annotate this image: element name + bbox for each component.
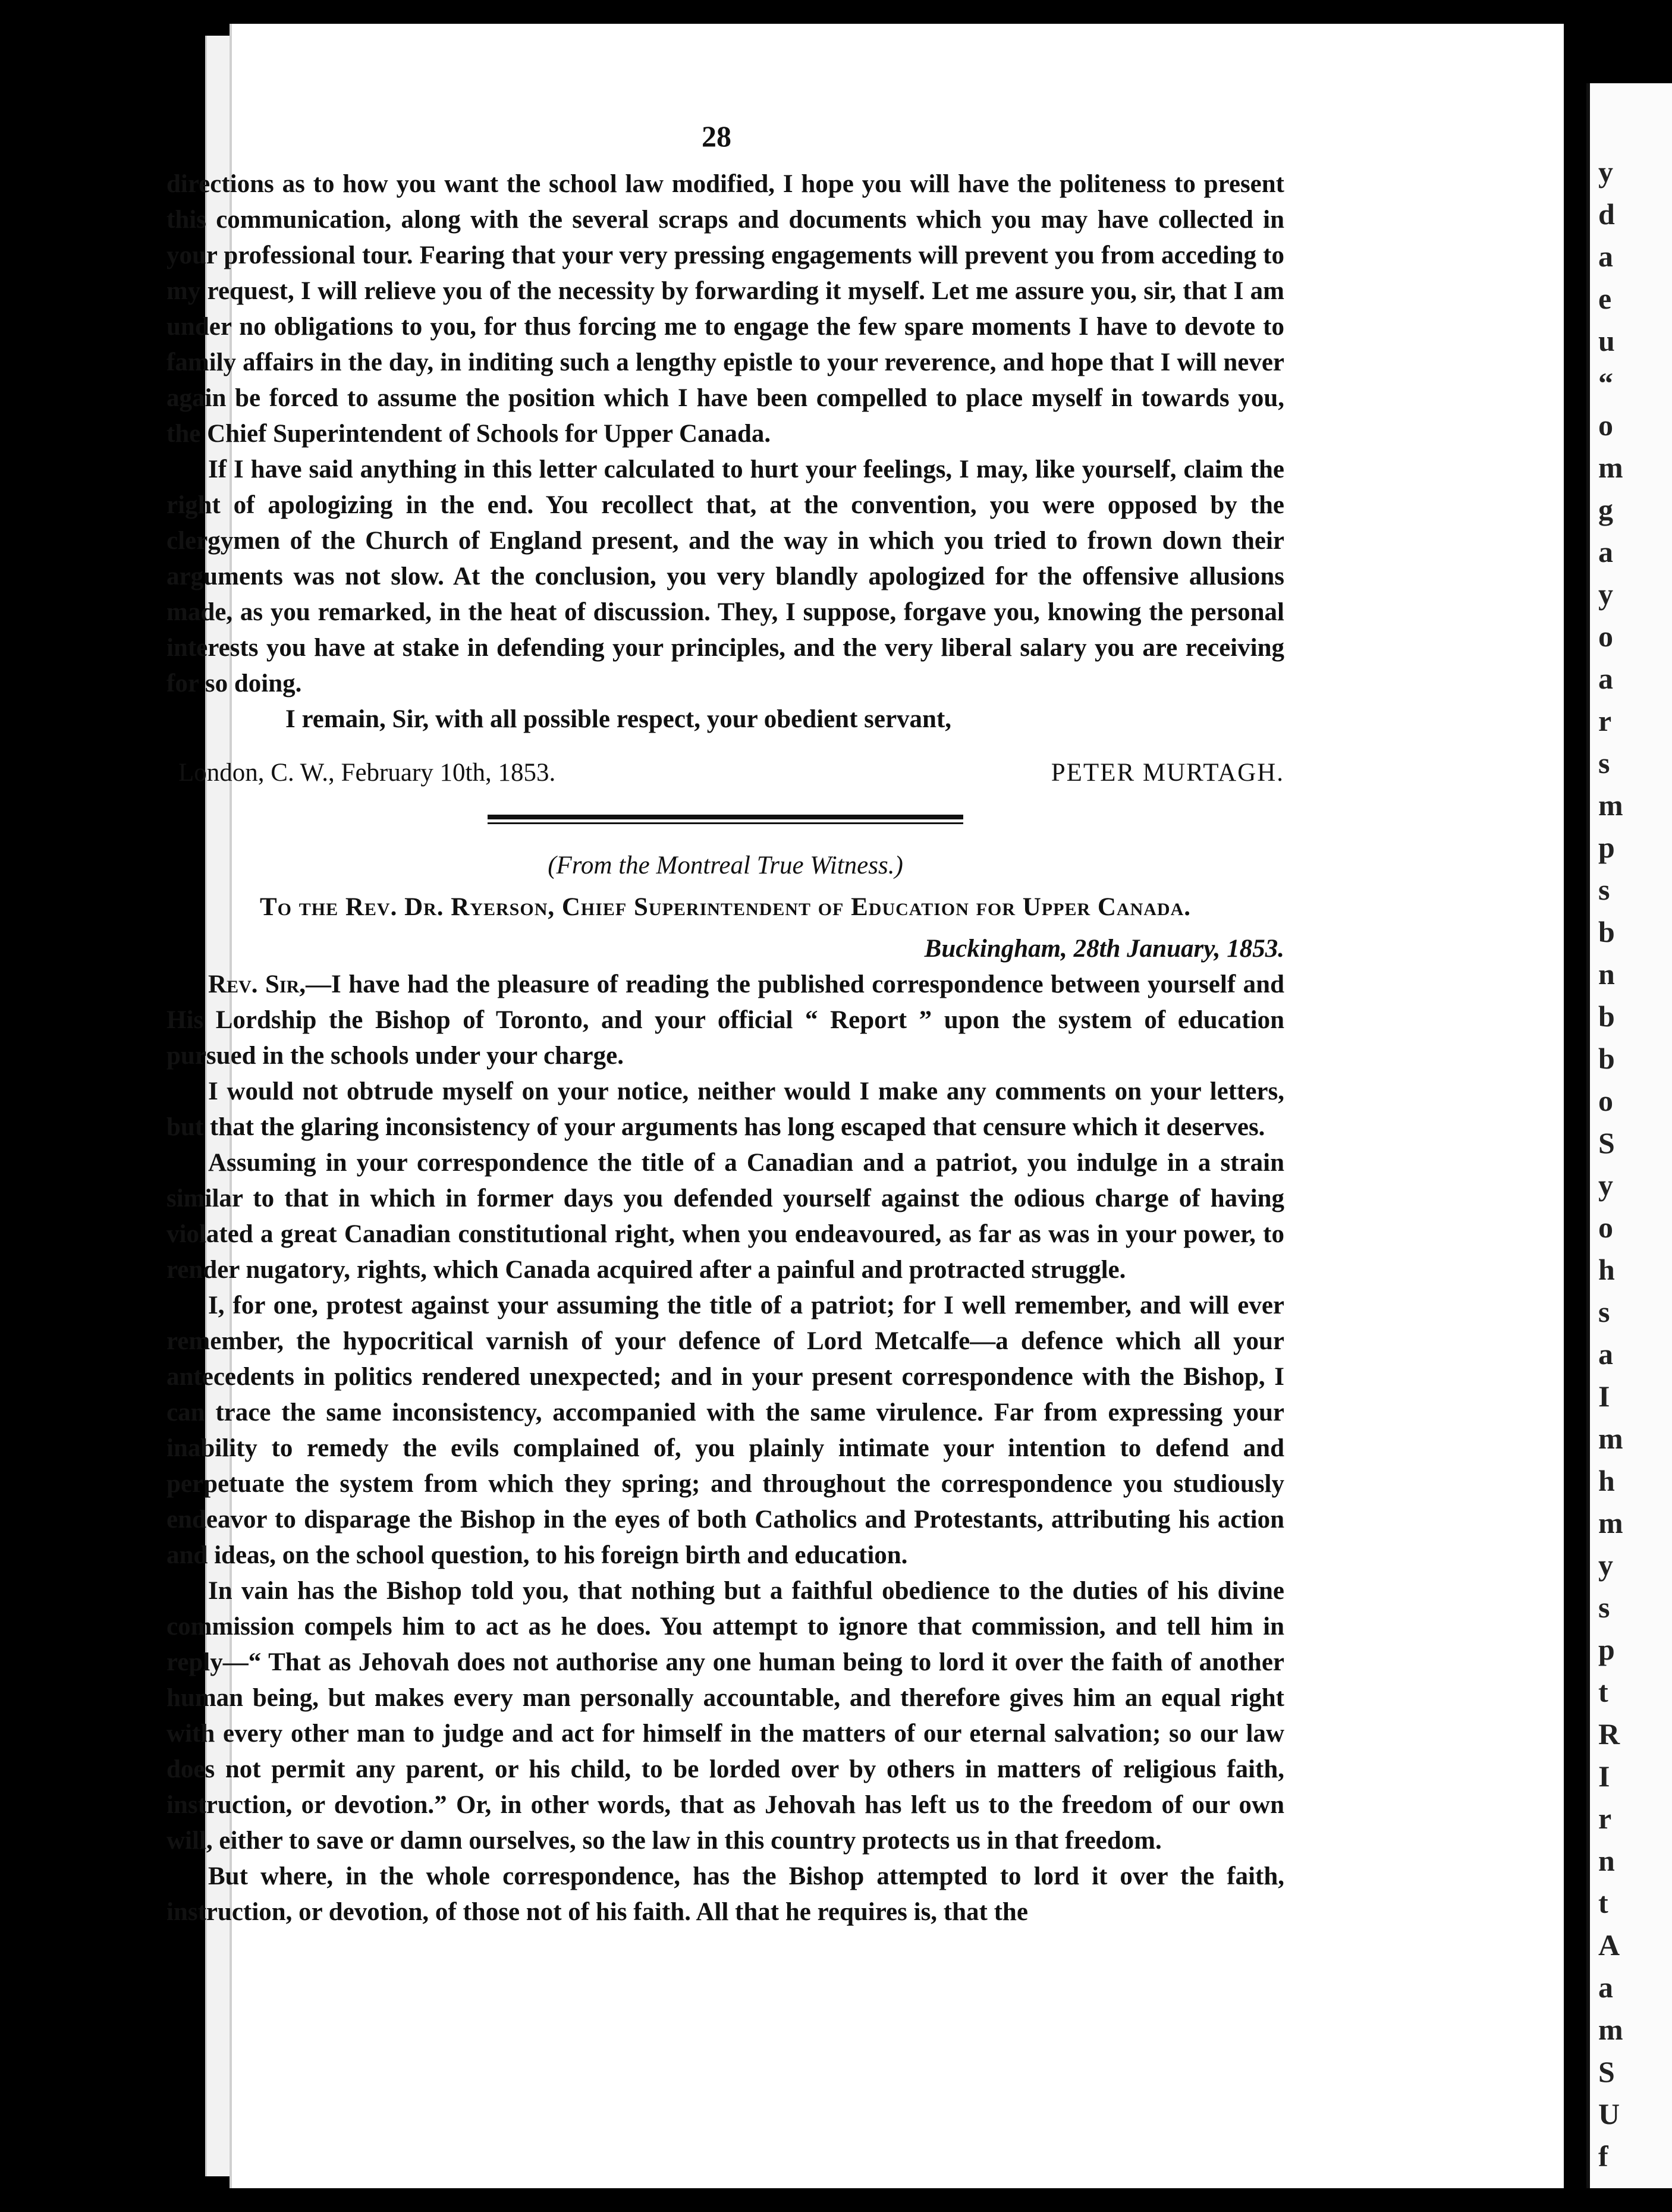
adjacent-page-fragment: y: [1598, 1548, 1613, 1582]
adjacent-page-fragment: s: [1598, 1295, 1610, 1328]
adjacent-page-fragment: I: [1598, 1759, 1610, 1793]
adjacent-page-fragment: s: [1598, 1591, 1610, 1624]
paragraph-text: —I have had the pleasure of reading the published correspondence between yourself and His Lordship the Bishop of Toronto, and your official “ Report ” upon the system of education pursued in the schools under your charge.: [166, 970, 1285, 1070]
salutation: Rev. Sir,: [208, 970, 306, 998]
adjacent-page-fragment: b: [1598, 915, 1615, 948]
adjacent-page-fragment: o: [1598, 1211, 1613, 1244]
adjacent-page-fragment: m: [1598, 788, 1623, 822]
adjacent-page-fragment: t: [1598, 1675, 1608, 1708]
signature: PETER MURTAGH.: [1051, 759, 1284, 787]
adjacent-page-fragment: U: [1598, 2097, 1620, 2131]
source-attribution: (From the Montreal True Witness.): [548, 852, 903, 879]
adjacent-page-fragment: m: [1598, 1422, 1623, 1455]
adjacent-page-fragment: o: [1598, 1084, 1613, 1117]
adjacent-page-fragment: a: [1598, 535, 1613, 568]
page-text: [166, 166, 1284, 1930]
apology-paragraph: If I have said anything in this letter calculated to hurt your feelings, I may, like yourself, claim the right of apologizing in the end. You recollect that, at the convention, you were opposed by the clergymen of the Church of England present, and the way in which you tried to frown down their arguments was not slow. At the conclusion, you very blandly apologized for the offensive allusions made, as you remarked, in the heat of discussion. They, I suppose, forgave you, knowing the personal interests you have at stake in defending your principles, and the very liberal salary you are receiving for so doing.: [166, 455, 1284, 697]
adjacent-page-fragment: b: [1598, 1042, 1615, 1075]
adjacent-page-fragment: a: [1598, 662, 1613, 695]
adjacent-page-fragment: h: [1598, 1253, 1615, 1286]
adjacent-page-fragment: e: [1598, 282, 1612, 315]
letter-paragraph: In vain has the Bishop told you, that nothing but a faithful obedience to the duties of his divine commission compels him to act as he does. You attempt to ignore that commission, and tell him in reply—“ That as Jehovah does not authorise any one human being to lord it over the faith of another human being, but makes every man personally accountable, and therefore gives him an equal right with every other man to judge and act for himself in the matters of our eternal salvation; so our law does not permit any parent, or his child, to be lorded over by others in matters of religious faith, instruction, or devotion.” Or, in other words, that as Jehovah has left us to the freedom of our own will, either to save or damn ourselves, so the law in this country protects us in that freedom.: [166, 1577, 1284, 1855]
adjacent-page-fragment: a: [1598, 1971, 1613, 2004]
adjacent-page-fragment: R: [1598, 1717, 1620, 1751]
letter-address: To the Rev. Dr. Ryerson, Chief Superintendent of Education for Upper Canada.: [259, 893, 1192, 921]
letter-date: Buckingham, 28th January, 1853.: [924, 935, 1284, 963]
letter-paragraph: But where, in the whole correspondence, has the Bishop attempted to lord it over the faith, instruction, or devotion, of those not of his faith. All that he requires is, that the: [166, 1862, 1284, 1926]
adjacent-page-fragment: f: [1598, 2139, 1608, 2173]
adjacent-page-fragment: s: [1598, 873, 1610, 906]
place-date: London, C. W., February 10th, 1853.: [178, 759, 556, 787]
adjacent-page-fragment: S: [1598, 1126, 1615, 1160]
letter-paragraph: [166, 967, 1284, 1074]
adjacent-page-fragment: b: [1598, 1000, 1615, 1033]
closing-line: I remain, Sir, with all possible respect, your obedient servant,: [285, 705, 952, 733]
adjacent-page-fragment: m: [1598, 451, 1623, 484]
adjacent-page-fragment: u: [1598, 324, 1615, 357]
adjacent-page-fragment: A: [1598, 1928, 1620, 1962]
adjacent-page-fragment: d: [1598, 197, 1615, 231]
adjacent-page-fragment: I: [1598, 1380, 1610, 1413]
adjacent-page-fragment: n: [1598, 1844, 1615, 1877]
adjacent-page-fragment: m: [1598, 2013, 1623, 2046]
adjacent-page-fragment: a: [1598, 240, 1613, 273]
adjacent-page-fragment: S: [1598, 2055, 1615, 2088]
adjacent-page-fragment: “: [1598, 366, 1613, 400]
adjacent-page-fragment: p: [1598, 1633, 1615, 1666]
adjacent-page-fragment: y: [1598, 1168, 1613, 1202]
adjacent-page-fragment: s: [1598, 746, 1610, 780]
letter-paragraph: I would not obtrude myself on your notice, neither would I make any comments on your letters, but that the glaring inconsistency of your arguments has long escaped that censure which it deserves.: [166, 1077, 1284, 1141]
adjacent-page-fragment: y: [1598, 577, 1613, 611]
letter-paragraph: Assuming in your correspondence the title of a Canadian and a patriot, you indulge in a strain similar to that in which in former days you defended yourself against the odious charge of having violated a great Canadian constitutional right, when you endeavoured, as far as was in your power, to render nugatory, rights, which Canada acquired after a painful and protracted struggle.: [166, 1149, 1284, 1284]
page-number: 28: [702, 120, 731, 153]
adjacent-page-fragment: h: [1598, 1464, 1615, 1497]
divider-thick-line: [488, 815, 963, 819]
letter-paragraph: I, for one, protest against your assuming the title of a patriot; for I well remember, and will ever remember, the hypocritical varnish of your defence of Lord Metcalfe—a defence which all your antecedents in politics rendered unexpected; and in your present correspondence with the Bishop, I can trace the same inconsistency, accompanied with the same virulence. Far from expressing your inability to remedy the evils complained of, you plainly intimate your intention to defend and perpetuate the system from which they spring; and throughout the correspondence you studiously endeavor to disparage the Bishop in the eyes of both Catholics and Protestants, attributing his action and ideas, on the school question, to his foreign birth and education.: [166, 1292, 1284, 1569]
continuation-paragraph: directions as to how you want the school law modified, I hope you will have the politeness to present this communication, along with the several scraps and documents which you may have collected in your professional tour. Fearing that your very pressing engagements will prevent you from acceding to my request, I will relieve you of the necessity by forwarding it myself. Let me assure you, sir, that I am under no obligations to you, for thus forcing me to engage the few spare moments I have to devote to family affairs in the day, in inditing such a lengthy epistle to your reverence, and hope that I will never again be forced to assume the position which I have been compelled to place myself in towards you, the Chief Superintendent of Schools for Upper Canada.: [166, 170, 1284, 448]
adjacent-page-fragment: t: [1598, 1886, 1608, 1919]
adjacent-page-fragment: m: [1598, 1506, 1623, 1539]
adjacent-page-fragment: p: [1598, 831, 1615, 864]
adjacent-page-fragment: o: [1598, 409, 1613, 442]
adjacent-page-fragment: r: [1598, 1802, 1612, 1835]
signature-row: [166, 755, 1284, 791]
adjacent-page-fragment: n: [1598, 957, 1615, 991]
section-divider: [488, 815, 963, 824]
adjacent-page-fragment: a: [1598, 1337, 1613, 1371]
adjacent-page-sliver: [1586, 83, 1672, 2188]
adjacent-page-fragment: y: [1598, 155, 1613, 188]
adjacent-page-fragment: o: [1598, 620, 1613, 653]
adjacent-page-fragment: r: [1598, 704, 1612, 737]
divider-thin-line: [488, 822, 963, 824]
adjacent-page-fragment: g: [1598, 493, 1613, 526]
